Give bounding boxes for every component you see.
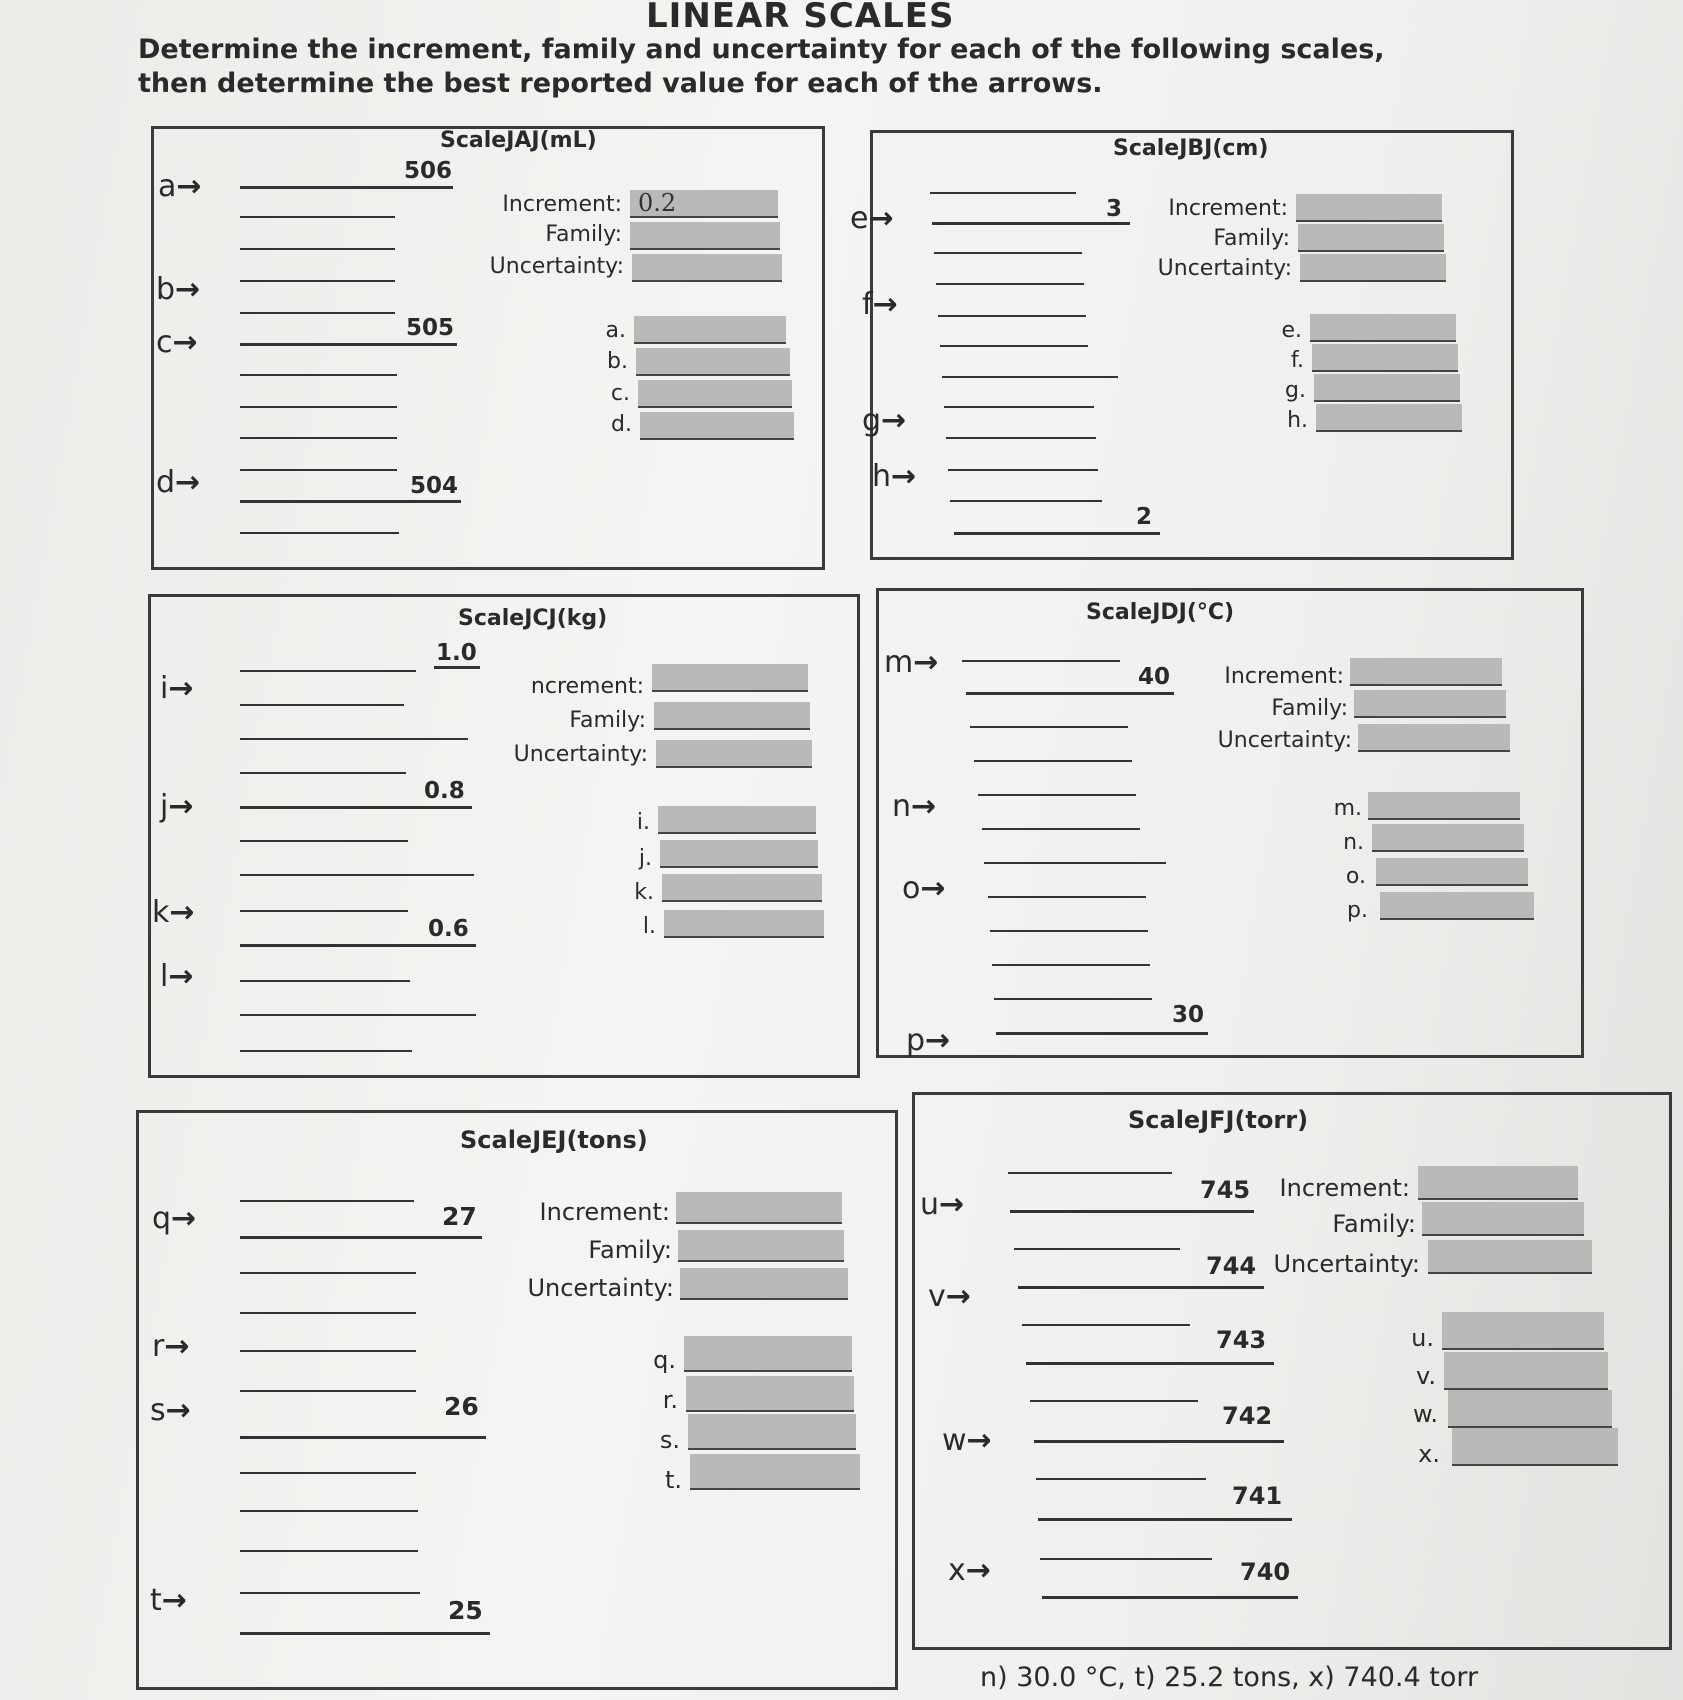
answer-n-label: n. — [1343, 830, 1364, 855]
answer-d-input[interactable] — [640, 412, 794, 440]
right-arrow-icon: → — [939, 1187, 965, 1222]
right-arrow-icon: → — [164, 1329, 190, 1364]
answer-i-input[interactable] — [658, 806, 816, 834]
scale-b-number: 3 — [1106, 196, 1123, 222]
arrow-label: m — [884, 645, 914, 680]
scale-b-family-label: Family: — [1213, 226, 1290, 251]
scale-b-tick — [942, 376, 1118, 378]
scale-b-tick — [936, 283, 1084, 285]
answer-p-label: p. — [1347, 898, 1368, 923]
scale-c-tick — [240, 738, 468, 740]
arrow-label: s — [150, 1393, 166, 1428]
scale-c-family-input[interactable] — [654, 702, 810, 730]
scale-e-title: ScaleJEJ(tons) — [460, 1126, 648, 1154]
answer-g-label: g. — [1285, 378, 1306, 403]
answer-k-input[interactable] — [662, 874, 822, 902]
scale-e-major-tick — [240, 1436, 486, 1439]
answer-s-label: s. — [659, 1426, 680, 1454]
scale-e-increment-input[interactable] — [676, 1192, 842, 1224]
scale-f-major-tick — [1034, 1440, 1284, 1443]
answer-e-label: e. — [1281, 318, 1302, 343]
scale-d-increment-label: Increment: — [1224, 664, 1344, 689]
scale-d-number: 30 — [1172, 1002, 1205, 1028]
arrow-e — [850, 201, 894, 236]
arrow-label: j — [160, 789, 169, 824]
scale-e-tick — [240, 1390, 416, 1392]
answer-l-label: l. — [642, 914, 656, 939]
answer-n-input[interactable] — [1372, 824, 1524, 852]
scale-d-number: 40 — [1138, 664, 1171, 690]
scale-b-uncertainty-label: Uncertainty: — [1157, 256, 1292, 281]
scale-a-tick — [240, 374, 397, 376]
scale-e-major-tick — [240, 1632, 490, 1635]
scale-e-tick — [240, 1272, 416, 1274]
answer-m-input[interactable] — [1368, 792, 1520, 820]
scale-e-uncertainty-label: Uncertainty: — [527, 1274, 674, 1302]
scale-c-uncertainty-input[interactable] — [656, 740, 812, 768]
arrow-g — [862, 403, 907, 438]
arrow-label: n — [892, 789, 912, 824]
scale-a-tick — [240, 532, 399, 534]
scale-c-number: 0.8 — [424, 778, 465, 804]
answer-g-input[interactable] — [1314, 374, 1460, 402]
scale-a-increment-label: Increment: — [502, 192, 622, 217]
scale-d-tick — [990, 930, 1148, 932]
arrow-v — [928, 1279, 971, 1314]
scale-e-family-label: Family: — [588, 1236, 672, 1264]
arrow-label: f — [862, 287, 873, 322]
scale-a-tick — [240, 280, 395, 282]
scale-b-uncertainty-input[interactable] — [1300, 254, 1446, 282]
scale-d-tick — [992, 964, 1150, 966]
scale-a-tick — [240, 248, 395, 250]
scale-d-uncertainty-label: Uncertainty: — [1217, 728, 1352, 753]
arrow-s — [150, 1393, 191, 1428]
scale-e-uncertainty-input[interactable] — [680, 1268, 848, 1300]
right-arrow-icon: → — [891, 459, 917, 494]
arrow-t — [150, 1583, 187, 1618]
scale-b-title: ScaleJBJ(cm) — [1113, 136, 1269, 161]
scale-c-tick — [240, 874, 474, 876]
answer-u-label: u. — [1411, 1324, 1434, 1352]
arrow-p — [906, 1023, 951, 1058]
arrow-o — [902, 871, 946, 906]
scale-c-major-tick — [240, 806, 472, 809]
arrow-r — [152, 1329, 190, 1364]
arrow-label: p — [906, 1023, 926, 1058]
scale-f-major-tick — [1026, 1362, 1274, 1365]
arrow-n — [892, 789, 937, 824]
scale-a-increment-input[interactable]: 0.2 — [630, 190, 778, 218]
right-arrow-icon: → — [168, 789, 194, 824]
scale-b-tick — [950, 500, 1102, 502]
scale-b-tick — [948, 469, 1098, 471]
scale-d-tick — [974, 760, 1132, 762]
answer-r-input[interactable] — [686, 1376, 854, 1412]
answer-o-label: o. — [1345, 864, 1366, 889]
scale-f-tick — [1040, 1558, 1212, 1560]
scale-f-tick — [1030, 1400, 1198, 1402]
answer-x-label: x. — [1418, 1440, 1440, 1468]
right-arrow-icon: → — [175, 272, 201, 307]
scale-a-uncertainty-input[interactable] — [632, 254, 782, 282]
arrow-label: q — [152, 1201, 172, 1236]
scale-c-title: ScaleJCJ(kg) — [458, 606, 608, 631]
arrow-q — [152, 1201, 197, 1236]
right-arrow-icon: → — [168, 671, 194, 706]
scale-e-major-tick — [240, 1236, 482, 1239]
scale-c-uncertainty-label: Uncertainty: — [513, 742, 648, 767]
scale-b-increment-input[interactable] — [1296, 194, 1442, 222]
scale-b-tick — [940, 345, 1088, 347]
arrow-w — [942, 1423, 992, 1458]
scale-b-family-input[interactable] — [1298, 224, 1444, 252]
answer-t-label: t. — [664, 1466, 682, 1494]
answer-o-input[interactable] — [1376, 858, 1528, 886]
right-arrow-icon: → — [168, 959, 194, 994]
scale-e-number: 26 — [444, 1392, 479, 1421]
scale-e-tick — [240, 1200, 414, 1202]
scale-a-number: 504 — [410, 473, 459, 499]
arrow-label: k — [152, 895, 170, 930]
scale-f-major-tick — [1038, 1518, 1292, 1521]
answer-m-label: m. — [1333, 796, 1362, 821]
scale-c-major-tick — [240, 944, 476, 947]
right-arrow-icon: → — [913, 645, 939, 680]
scale-f-uncertainty-label: Uncertainty: — [1273, 1250, 1420, 1278]
scale-f-number: 743 — [1216, 1326, 1267, 1354]
arrow-label: x — [948, 1553, 966, 1588]
arrow-label: o — [902, 871, 921, 906]
scale-c-number-underline — [434, 666, 480, 669]
right-arrow-icon: → — [161, 1583, 187, 1618]
scale-a-major-tick — [240, 186, 453, 189]
arrow-label: g — [862, 403, 882, 438]
scale-d-tick — [978, 794, 1136, 796]
right-arrow-icon: → — [966, 1423, 992, 1458]
arrow-c — [156, 325, 198, 360]
arrow-label: a — [158, 169, 177, 204]
scale-c-tick — [240, 980, 410, 982]
scale-f-uncertainty-input[interactable] — [1428, 1240, 1592, 1274]
page-title: LINEAR SCALES — [646, 0, 955, 36]
answer-q-label: q. — [653, 1346, 676, 1374]
arrow-j — [160, 789, 194, 824]
scale-f-major-tick — [1042, 1596, 1298, 1599]
answer-key-footer: n) 30.0 °C, t) 25.2 tons, x) 740.4 torr — [980, 1662, 1479, 1693]
answer-e-input[interactable] — [1310, 314, 1456, 342]
scale-a-uncertainty-label: Uncertainty: — [489, 254, 624, 279]
answer-f-label: f. — [1290, 348, 1304, 373]
scale-b-increment-label: Increment: — [1168, 196, 1288, 221]
arrow-x — [948, 1553, 991, 1588]
arrow-label: h — [872, 459, 892, 494]
scale-f-increment-label: Increment: — [1279, 1174, 1410, 1202]
scale-d-tick — [982, 828, 1140, 830]
scale-e-tick — [240, 1312, 416, 1314]
answer-c-label: c. — [610, 381, 630, 406]
arrow-label: e — [850, 201, 869, 236]
answer-h-label: h. — [1287, 408, 1308, 433]
scale-f-title: ScaleJFJ(torr) — [1128, 1106, 1309, 1134]
answer-i-label: i. — [636, 810, 650, 835]
scale-a-title: ScaleJAJ(mL) — [440, 128, 597, 153]
scale-e-tick — [240, 1510, 418, 1512]
scale-f-number: 742 — [1222, 1402, 1273, 1430]
scale-a-tick — [240, 216, 395, 218]
arrow-label: u — [920, 1187, 940, 1222]
answer-h-input[interactable] — [1316, 404, 1462, 432]
right-arrow-icon: → — [868, 201, 894, 236]
answer-k-label: k. — [634, 880, 654, 905]
answer-v-input[interactable] — [1444, 1352, 1608, 1390]
scale-d-uncertainty-input[interactable] — [1358, 724, 1510, 752]
arrow-d — [156, 465, 201, 500]
scale-d-major-tick — [966, 692, 1174, 695]
instruction-line-1: Determine the increment, family and uncertainty for each of the following scales, — [138, 34, 1385, 65]
scale-f-increment-input[interactable] — [1418, 1166, 1578, 1200]
right-arrow-icon: → — [176, 169, 202, 204]
scale-d-title: ScaleJDJ(°C) — [1086, 600, 1235, 625]
scale-f-number: 741 — [1232, 1482, 1283, 1510]
scale-c-tick — [240, 1014, 476, 1016]
scale-b-tick — [938, 315, 1086, 317]
answer-s-input[interactable] — [688, 1414, 856, 1450]
scale-a-tick — [240, 406, 397, 408]
right-arrow-icon: → — [165, 1393, 191, 1428]
answer-v-label: v. — [1416, 1362, 1436, 1390]
arrow-l — [160, 959, 194, 994]
scale-c-tick — [240, 704, 404, 706]
scale-d-increment-input[interactable] — [1350, 658, 1502, 686]
scale-d-tick — [994, 998, 1152, 1000]
scale-c-family-label: Family: — [569, 708, 646, 733]
scale-f-number: 740 — [1240, 1558, 1291, 1586]
arrow-label: t — [150, 1583, 162, 1618]
right-arrow-icon: → — [920, 871, 946, 906]
scale-c-tick — [240, 840, 408, 842]
answer-b-label: b. — [607, 349, 628, 374]
scale-d-tick — [962, 660, 1120, 662]
scale-c-tick — [240, 1050, 412, 1052]
scale-b-major-tick — [954, 532, 1160, 535]
scale-d-tick — [988, 896, 1146, 898]
arrow-label: b — [156, 272, 176, 307]
scale-a-tick — [240, 312, 395, 314]
answer-w-input[interactable] — [1448, 1390, 1612, 1428]
right-arrow-icon: → — [169, 895, 195, 930]
scale-d-major-tick — [996, 1032, 1208, 1035]
answer-c-input[interactable] — [638, 380, 792, 408]
scale-b-number: 2 — [1136, 504, 1153, 530]
right-arrow-icon: → — [172, 325, 198, 360]
scale-c-increment-label: ncrement: — [530, 674, 644, 699]
scale-b-tick — [944, 406, 1094, 408]
scale-c-tick — [240, 772, 406, 774]
scale-a-number: 505 — [406, 315, 455, 341]
scale-e-family-input[interactable] — [678, 1230, 844, 1262]
scale-f-major-tick — [1018, 1286, 1264, 1289]
arrow-k — [152, 895, 195, 930]
scale-c-increment-input[interactable] — [652, 664, 808, 692]
instruction-line-2: then determine the best reported value for each of the arrows. — [138, 68, 1103, 99]
scale-a-major-tick — [240, 343, 457, 346]
arrow-m — [884, 645, 939, 680]
scale-e-number: 25 — [448, 1596, 483, 1625]
scale-f-tick — [1036, 1478, 1206, 1480]
scale-b-tick — [930, 192, 1076, 194]
arrow-label: l — [160, 959, 169, 994]
answer-r-label: r. — [662, 1386, 678, 1414]
scale-f-tick — [1014, 1248, 1180, 1250]
scale-f-major-tick — [1010, 1210, 1254, 1213]
scale-a-tick — [240, 469, 397, 471]
right-arrow-icon: → — [175, 465, 201, 500]
arrow-label: r — [152, 1329, 165, 1364]
right-arrow-icon: → — [911, 789, 937, 824]
answer-a-label: a. — [605, 318, 626, 343]
answer-q-input[interactable] — [684, 1336, 852, 1372]
arrow-i — [160, 671, 194, 706]
scale-e-tick — [240, 1592, 420, 1594]
answer-a-input[interactable] — [634, 316, 786, 344]
answer-j-label: j. — [638, 846, 652, 871]
scale-a-family-label: Family: — [545, 222, 622, 247]
answer-d-label: d. — [611, 412, 632, 437]
scale-f-family-label: Family: — [1332, 1210, 1416, 1238]
arrow-a — [158, 169, 202, 204]
scale-c-tick — [240, 910, 408, 912]
scale-c-number: 1.0 — [436, 640, 477, 666]
answer-j-input[interactable] — [660, 840, 818, 868]
scale-f-number: 745 — [1200, 1176, 1251, 1204]
scale-d-family-input[interactable] — [1354, 690, 1506, 718]
scale-a-tick — [240, 437, 397, 439]
scale-d-family-label: Family: — [1271, 696, 1348, 721]
scale-a-major-tick — [240, 500, 461, 503]
scale-d-tick — [970, 726, 1128, 728]
scale-f-tick — [1022, 1324, 1190, 1326]
scale-e-tick — [240, 1350, 416, 1352]
right-arrow-icon: → — [872, 287, 898, 322]
right-arrow-icon: → — [925, 1023, 951, 1058]
scale-b-major-tick — [932, 222, 1130, 225]
arrow-f — [862, 287, 898, 322]
scale-c-tick — [240, 670, 416, 672]
scale-c-number: 0.6 — [428, 916, 469, 942]
arrow-h — [872, 459, 917, 494]
arrow-label: c — [156, 325, 173, 360]
arrow-label: w — [942, 1423, 967, 1458]
answer-u-input[interactable] — [1442, 1312, 1604, 1350]
scale-b-tick — [934, 252, 1082, 254]
scale-a-family-input[interactable] — [630, 222, 780, 250]
right-arrow-icon: → — [881, 403, 907, 438]
scale-f-tick — [1008, 1172, 1172, 1174]
arrow-label: i — [160, 671, 169, 706]
answer-x-input[interactable] — [1452, 1428, 1618, 1466]
scale-e-number: 27 — [442, 1202, 477, 1231]
answer-p-input[interactable] — [1380, 892, 1534, 920]
answer-b-input[interactable] — [636, 348, 790, 376]
scale-d-tick — [984, 862, 1166, 864]
right-arrow-icon: → — [965, 1553, 991, 1588]
right-arrow-icon: → — [945, 1279, 971, 1314]
answer-w-label: w. — [1412, 1400, 1438, 1428]
scale-a-number: 506 — [404, 158, 453, 184]
scale-f-number: 744 — [1206, 1252, 1257, 1280]
scale-e-tick — [240, 1472, 416, 1474]
right-arrow-icon: → — [171, 1201, 197, 1236]
scale-e-increment-label: Increment: — [539, 1198, 670, 1226]
answer-l-input[interactable] — [664, 910, 824, 938]
answer-f-input[interactable] — [1312, 344, 1458, 372]
scale-f-family-input[interactable] — [1422, 1202, 1584, 1236]
scale-e-tick — [240, 1550, 418, 1552]
arrow-label: d — [156, 465, 176, 500]
arrow-u — [920, 1187, 965, 1222]
answer-t-input[interactable] — [690, 1454, 860, 1490]
scale-b-tick — [946, 437, 1096, 439]
arrow-b — [156, 272, 201, 307]
arrow-label: v — [928, 1279, 946, 1314]
